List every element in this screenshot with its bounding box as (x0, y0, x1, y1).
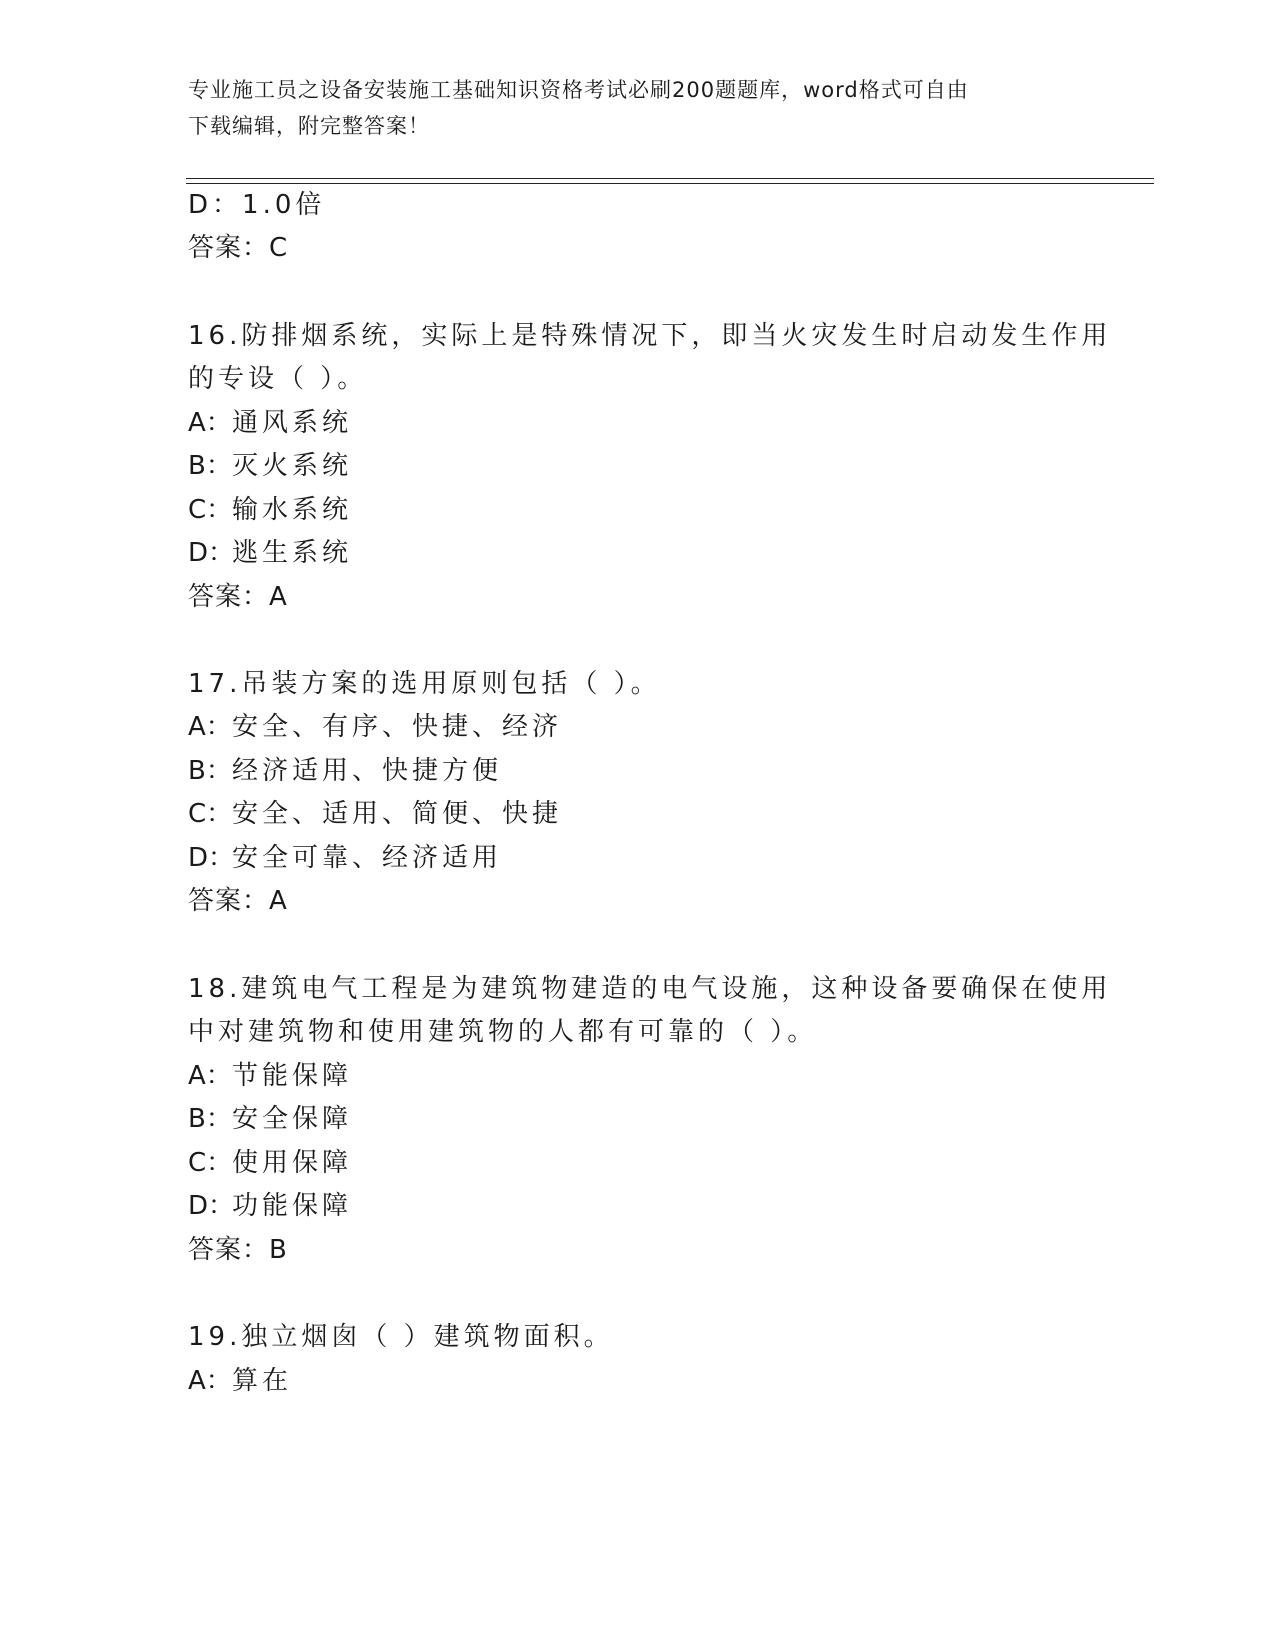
q18-answer: 答案：B (188, 1235, 288, 1265)
option-label: B： (188, 756, 232, 786)
document-header (188, 72, 1088, 144)
q18-stem-line-1: 18.建筑电气工程是为建筑物建造的电气设施，这种设备要确保在使用 (188, 974, 1112, 1004)
option-text: 使用保障 (232, 1148, 353, 1178)
option-label: C： (188, 495, 233, 525)
option-label: A： (188, 408, 232, 438)
q18-option-b (188, 1099, 352, 1139)
q16-option-a (188, 403, 352, 443)
option-text: 算在 (232, 1366, 293, 1396)
option-label: A： (188, 1061, 232, 1091)
q17-option-c (188, 794, 562, 834)
option-text: 安全可靠、经济适用 (232, 843, 503, 873)
option-text: 安全、有序、快捷、经济 (232, 712, 563, 742)
q16-option-c (188, 490, 352, 530)
q18-option-c (188, 1143, 352, 1183)
q16-option-d (188, 533, 352, 573)
q18-option-d (188, 1186, 352, 1226)
option-label: B： (188, 1104, 232, 1134)
option-label: C： (188, 799, 233, 829)
option-label: A： (188, 1366, 232, 1396)
option-label: D： (188, 843, 235, 873)
header-line-2: 下载编辑，附完整答案！ (188, 114, 430, 138)
q17-option-d (188, 838, 502, 878)
q17-option-b (188, 751, 502, 791)
prev-option-d: D：1.0倍 (188, 190, 326, 220)
header-line-1: 专业施工员之设备安装施工基础知识资格考试必刷200题题库，word格式可自由 (188, 78, 969, 102)
option-label: D： (188, 1191, 235, 1221)
option-label: D： (188, 538, 235, 568)
option-text: 输水系统 (232, 495, 353, 525)
option-text: 逃生系统 (232, 538, 353, 568)
prev-answer: 答案：C (188, 233, 289, 263)
option-text: 节能保障 (232, 1061, 353, 1091)
q16-option-b (188, 446, 352, 486)
option-text: 经济适用、快捷方便 (232, 756, 503, 786)
header-divider-top (186, 178, 1154, 179)
q16-answer: 答案：A (188, 582, 288, 612)
option-text: 灭火系统 (232, 451, 353, 481)
option-label: A： (188, 712, 232, 742)
q16-stem-line-2: 的专设（ ）。 (188, 364, 368, 394)
q18-option-a (188, 1056, 352, 1096)
q17-option-a (188, 707, 562, 747)
q17-stem-line-1: 17.吊装方案的选用原则包括（ ）。 (188, 669, 661, 699)
option-label: C： (188, 1148, 233, 1178)
q18-stem-line-2: 中对建筑物和使用建筑物的人都有可靠的（ ）。 (188, 1017, 818, 1047)
option-text: 安全保障 (232, 1104, 353, 1134)
q19-option-a (188, 1361, 292, 1401)
q16-stem-line-1: 16.防排烟系统，实际上是特殊情况下，即当火灾发生时启动发生作用 (188, 321, 1112, 351)
q19-stem-line-1: 19.独立烟囱（ ）建筑物面积。 (188, 1322, 614, 1352)
header-divider-bottom (186, 183, 1154, 184)
q17-answer: 答案：A (188, 886, 288, 916)
option-text: 通风系统 (232, 408, 353, 438)
option-text: 安全、适用、简便、快捷 (232, 799, 563, 829)
option-text: 功能保障 (232, 1191, 353, 1221)
option-label: B： (188, 451, 232, 481)
